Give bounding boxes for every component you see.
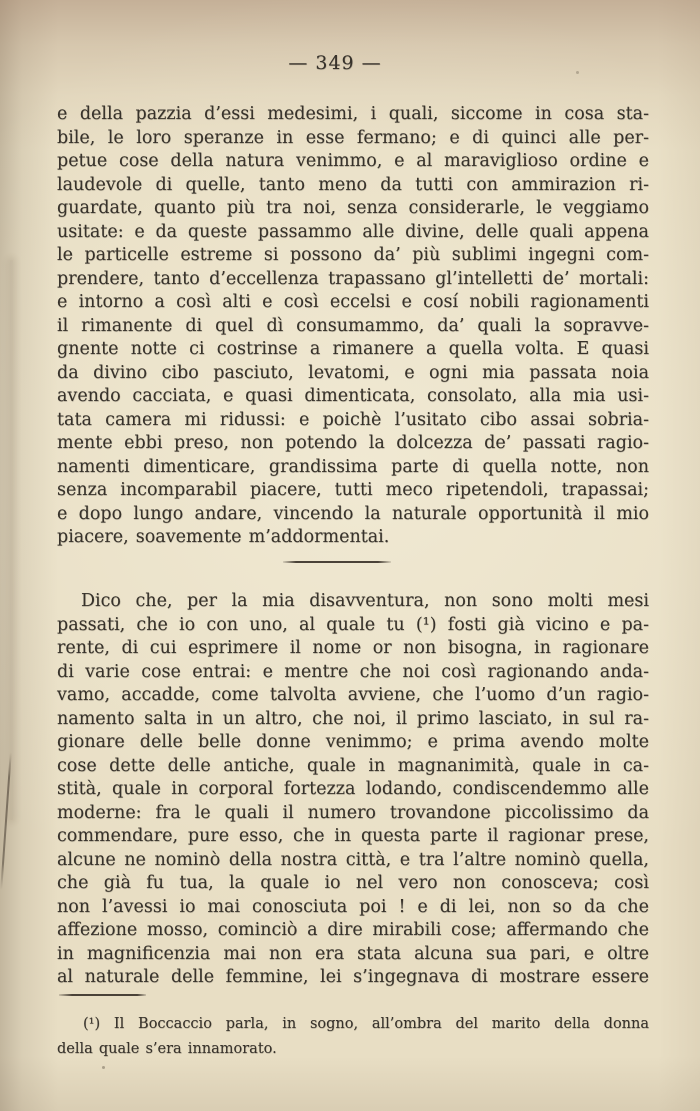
text-line: usitate: e da queste passammo alle divine, delle quali appena [57, 221, 649, 242]
text-line: le particelle estreme si possono da’ più sublimi ingegni com- [57, 245, 649, 265]
text-line: alcune ne nominò della nostra città, e tra l’altre nominò quella, [57, 849, 649, 870]
text-line: non l’avessi io mai conosciuta poi ! e di lei, non so da che [57, 896, 649, 917]
text-line: senza incomparabil piacere, tutti meco ripetendoli, trapassai; [57, 480, 649, 500]
paragraph-2 [57, 590, 649, 990]
section-divider-rule [283, 561, 391, 563]
text-line: gionare delle belle donne venimmo; e prima avendo molte [57, 732, 649, 752]
text-line: piacere, soavemente m’addormentai. [57, 527, 390, 547]
text-line: che già fu tua, la quale io nel vero non conosceva; così [57, 873, 649, 893]
text-line: commendare, pure esso, che in questa parte il ragionar prese, [57, 826, 649, 846]
text-line: petue cose della natura venimmo, e al maraviglioso ordine e [57, 151, 649, 171]
text-line: al naturale delle femmine, lei s’ingegnava di mostrare essere [57, 967, 649, 987]
text-line: e dopo lungo andare, vincendo la naturale opportunità il mio [57, 503, 649, 524]
text-line: stità, quale in corporal fortezza lodando, condiscendemmo alle [57, 779, 649, 799]
text-line: moderne: fra le quali il numero trovandone piccolissimo da [57, 802, 649, 823]
text-line: laudevole di quelle, tanto meno da tutti con ammirazion ri- [57, 174, 649, 195]
text-line: e intorno a così alti e così eccelsi e cosí nobili ragionamenti [57, 292, 649, 312]
text-line: affezione mosso, cominciò a dire mirabili cose; affermando che [57, 920, 649, 940]
text-line: vamo, accadde, come talvolta avviene, che l’uomo d’un ragio- [57, 685, 649, 705]
text-line: prendere, tanto d’eccellenza trapassano gl’intelletti de’ mortali: [57, 268, 649, 289]
paragraph-1 [57, 103, 649, 550]
scan-binding-shadow [10, 260, 13, 820]
text-line: in magnificenzia mai non era stata alcuna sua pari, e oltre [57, 943, 649, 964]
text-line: e della pazzia d’essi medesimi, i quali, siccome in cosa sta- [57, 104, 649, 124]
text-line: gnente notte ci costrinse a rimanere a quella volta. E quasi [57, 339, 649, 359]
text-line: tata camera mi ridussi: e poichè l’usitato cibo assai sobria- [57, 409, 649, 430]
text-line: rente, di cui esprimere il nome or non bisogna, in ragionare [57, 638, 649, 658]
text-line: bile, le loro speranze in esse fermano; e di quinci alle per- [57, 127, 649, 148]
scan-speck [102, 1066, 105, 1069]
text-line: passati, che io con uno, al quale tu (¹) fosti già vicino e pa- [57, 614, 649, 635]
footnote [57, 1012, 649, 1062]
text-line: namenti dimenticare, grandissima parte di quella notte, non [57, 456, 649, 477]
text-line: cose dette delle antiche, quale in magnanimità, quale in ca- [57, 755, 649, 776]
text-line: della quale s’era innamorato. [57, 1041, 277, 1057]
text-line: di varie cose entrai: e mentre che noi così ragionando anda- [57, 661, 649, 682]
text-line: guardate, quanto più tra noi, senza considerarle, le veggiamo [57, 198, 649, 218]
text-line: (¹) Il Boccaccio parla, in sogno, all’ombra del marito della donna [83, 1016, 649, 1032]
text-line: il rimanente di quel dì consumammo, da’ quali la sopravve- [57, 315, 649, 336]
page-number: — 349 — [288, 52, 382, 74]
text-line: namento salta in un altro, che noi, il primo lasciato, in sul ra- [57, 708, 649, 729]
text-line: da divino cibo pasciuto, levatomi, e ogni mia passata noia [57, 362, 649, 383]
footnote-separator-rule [59, 994, 146, 996]
scan-speck [576, 71, 579, 74]
text-line: avendo cacciata, e quasi dimenticata, consolato, alla mia usi- [57, 386, 649, 406]
text-line: mente ebbi preso, non potendo la dolcezza de’ passati ragio- [57, 433, 649, 453]
text-line: Dico che, per la mia disavventura, non sono molti mesi [81, 591, 649, 611]
